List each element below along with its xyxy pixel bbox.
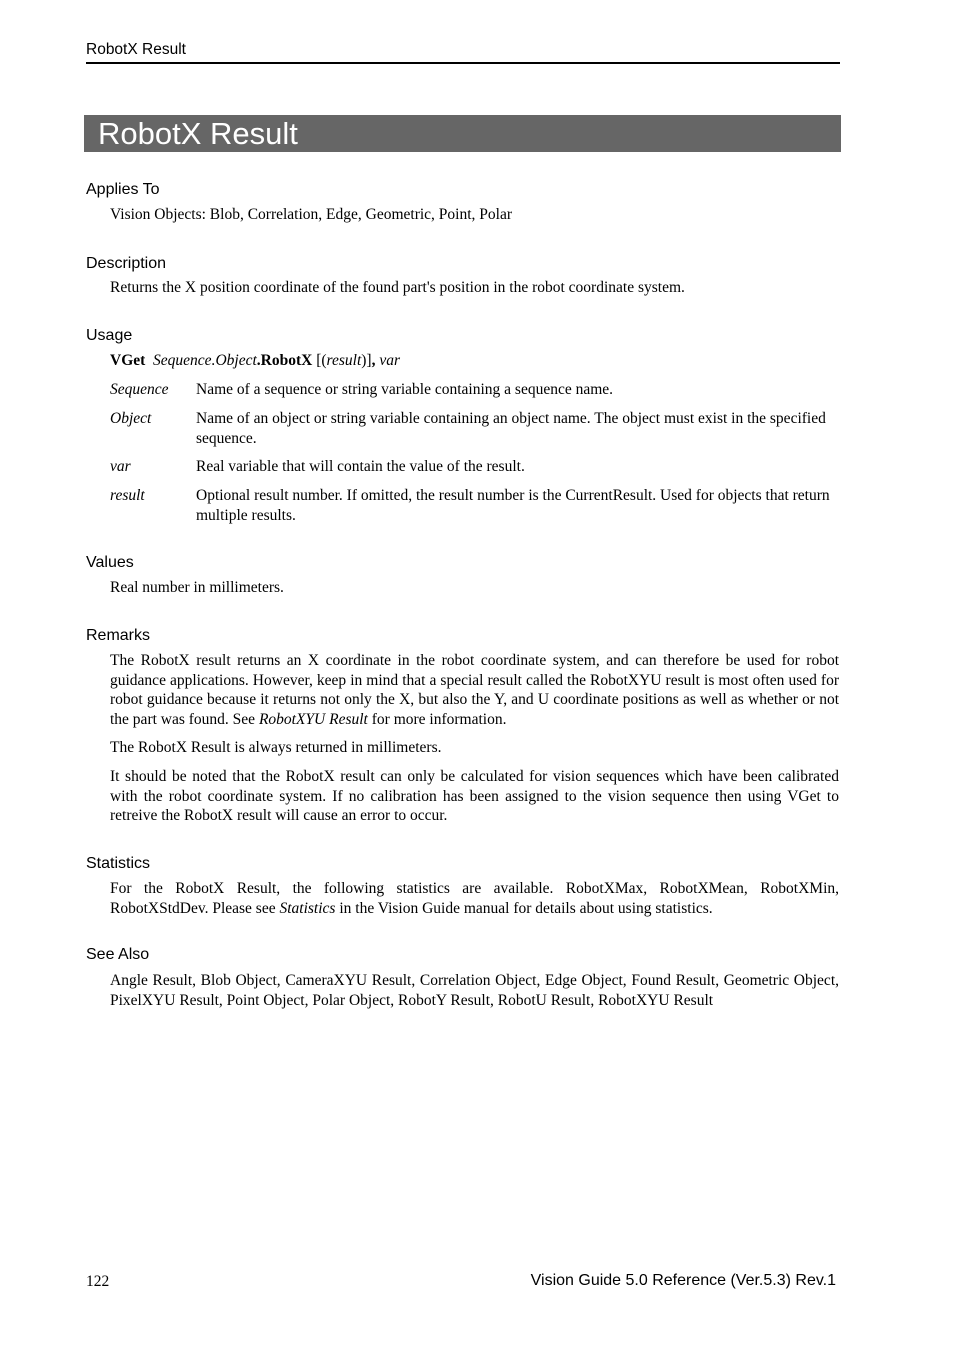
remarks-paragraph-1	[110, 651, 839, 729]
description-heading: Description	[86, 255, 167, 272]
values-heading: Values	[86, 554, 134, 571]
syntax-result: result	[326, 352, 362, 369]
applies-to-text: Vision Objects: Blob, Correlation, Edge, Geometric, Point, Polar	[110, 206, 513, 223]
param-name-object: Object	[110, 410, 152, 427]
remarks-p1-reference: RobotXYU Result	[258, 710, 368, 728]
remarks-paragraph-2: The RobotX Result is always returned in millimeters.	[110, 739, 442, 756]
statistics-text	[110, 879, 839, 918]
statistics-after: in the Vision Guide manual for details about using statistics.	[335, 899, 713, 917]
see-also-text: Angle Result, Blob Object, CameraXYU Result, Correlation Object, Edge Object, Found Result, Geometric Object, PixelXYU Result, Point Object, Polar Object, RobotY Result, RobotU Result, RobotXYU Result	[110, 972, 839, 1009]
manual-title: Vision Guide 5.0 Reference (Ver.5.3) Rev.1	[530, 1272, 836, 1289]
param-name-var: var	[110, 458, 131, 475]
page-title: RobotX Result	[84, 115, 841, 152]
param-desc-object: Name of an object or string variable containing an object name. The object must exist in the specified sequence.	[196, 410, 826, 447]
see-also-heading: See Also	[86, 946, 150, 963]
syntax-property: .RobotX	[256, 352, 313, 369]
param-name-result: result	[110, 487, 145, 504]
page-number: 122	[86, 1273, 110, 1290]
param-name-sequence: Sequence	[110, 381, 169, 398]
remarks-p1-after: for more information.	[367, 710, 507, 728]
remarks-paragraph-3: It should be noted that the RobotX result can only be calculated for vision sequences which have been calibrated with the robot coordinate system. If no calibration has been assigned to the vision sequence then using VGet to retreive the RobotX result will cause an error to occur.	[110, 768, 839, 824]
statistics-heading: Statistics	[86, 855, 151, 872]
running-header: RobotX Result	[86, 40, 840, 64]
usage-heading: Usage	[86, 327, 133, 344]
values-text: Real number in millimeters.	[110, 579, 284, 596]
statistics-before: For the RobotX Result, the following statistics are available. RobotXMax, RobotXMean, RobotXMin, RobotXStdDev. Please see	[110, 880, 839, 917]
syntax-close-bracket: )]	[361, 352, 372, 369]
remarks-p1-before: The RobotX result returns an X coordinate in the robot coordinate system, and can therefore be used for robot guidance applications. However, keep in mind that a special result called the RobotXYU result is most often used for robot guidance because it returns not only the X, but also the Y, and U coordinate positions as well as whether or not the part was found. See	[110, 652, 839, 728]
statistics-reference: Statistics	[279, 899, 336, 917]
param-desc-result: Optional result number. If omitted, the result number is the CurrentResult. Used for objects that return multiple results.	[196, 487, 830, 524]
remarks-heading: Remarks	[86, 627, 151, 644]
syntax-comma: ,	[371, 352, 376, 369]
param-desc-var: Real variable that will contain the value of the result.	[196, 458, 525, 475]
applies-to-heading: Applies To	[86, 181, 160, 198]
description-text: Returns the X position coordinate of the found part's position in the robot coordinate system.	[110, 279, 685, 296]
syntax-var: var	[379, 352, 400, 369]
param-desc-sequence: Name of a sequence or string variable containing a sequence name.	[196, 381, 614, 398]
usage-syntax	[110, 351, 400, 371]
syntax-open-bracket: [(	[312, 352, 327, 369]
syntax-command: VGet	[110, 352, 146, 369]
syntax-sequence-object: Sequence.Object	[153, 352, 257, 369]
